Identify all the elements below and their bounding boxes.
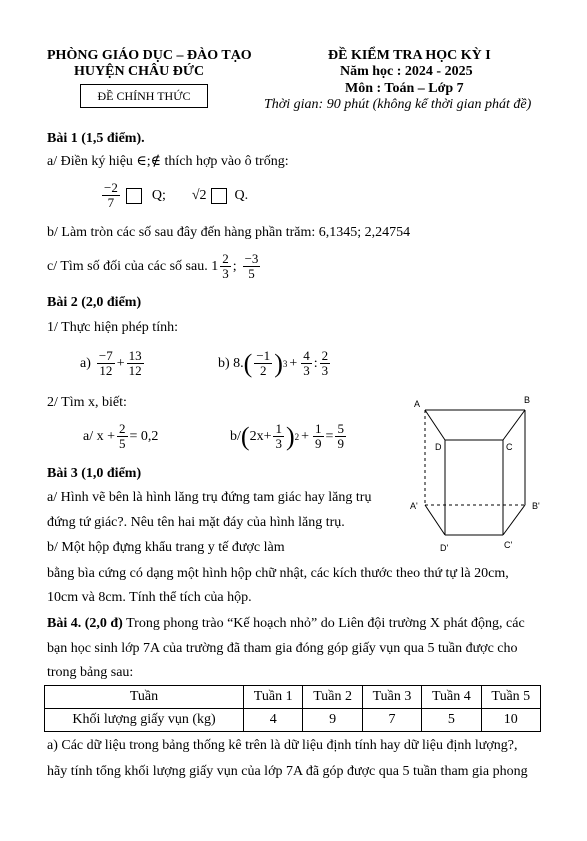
vertex-d: D	[435, 442, 442, 452]
expr: 2x+	[249, 428, 272, 444]
expr: = 0,2	[129, 428, 159, 444]
fraction: $\frac{1}{3}$	[275, 421, 282, 451]
bai2-p1: 1/ Thực hiện phép tính:	[47, 320, 178, 335]
bai1-b: b/ Làm tròn các số sau đây đến hàng phần trăm: 6,1345; 2,24754	[47, 225, 411, 240]
bai3-title: Bài 3 (1,0 điểm)	[47, 466, 142, 481]
fraction: $\frac{-7}{12}$	[98, 348, 113, 378]
table-cell: 4	[244, 709, 303, 732]
prism-drawing	[400, 395, 550, 560]
bai2-x-b: b/ ( 2x+ $\frac{1}{3}$ ) 2 + $\frac{1}{9}$ = $\frac{5}{9}$	[230, 421, 344, 451]
sqrt-two: √2	[191, 187, 207, 203]
exponent: 2	[294, 431, 300, 442]
operator: +	[301, 428, 310, 444]
bai2-b: b) 8. ( $\frac{-1}{2}$ ) 3 + $\frac{4}{3}$ : $\frac{2}{3}$	[218, 348, 329, 378]
bai2-a	[80, 349, 146, 378]
vertex-a: A	[414, 399, 421, 409]
label: a)	[80, 355, 91, 371]
operator: :	[313, 355, 318, 371]
vertex-b-prime: B'	[532, 501, 540, 511]
fraction: $\frac{-2}{7}$	[104, 180, 118, 210]
fraction: $\frac{2}{3}$	[222, 251, 229, 281]
vertex-d-prime: D'	[440, 543, 449, 553]
fraction: $\frac{2}{5}$	[119, 421, 126, 451]
table-cell: 10	[481, 709, 540, 732]
bai3-a2: đứng tứ giác?. Nêu tên hai mặt đáy của hình lăng trụ.	[47, 515, 345, 530]
official-box: ĐỀ CHÍNH THỨC	[80, 84, 208, 108]
school-year: Năm học : 2024 - 2025	[340, 64, 473, 79]
bai3-a1: a/ Hình vẽ bên là hình lăng trụ đứng tam giác hay lăng trụ	[47, 490, 372, 505]
bai1-c	[47, 252, 262, 281]
answer-box[interactable]	[126, 188, 142, 204]
table-cell: 5	[422, 709, 481, 732]
bai4-qa2: hãy tính tổng khối lượng giấy vụn của lớp 7A đã góp được qua 5 tuần tham gia phong	[47, 764, 528, 779]
bai4-intro1	[47, 616, 525, 632]
table-header-cell: Tuần 3	[362, 686, 421, 709]
set-q: Q.	[234, 187, 249, 203]
bai4-intro3: trong bảng sau:	[47, 665, 134, 680]
table-cell: 9	[303, 709, 362, 732]
bai1-title: Bài 1 (1,5 điểm).	[47, 131, 145, 146]
table-header-cell: Tuần 4	[422, 686, 481, 709]
table-header-cell: Tuần 1	[244, 686, 303, 709]
dept-line2: HUYỆN CHÂU ĐỨC	[74, 64, 205, 79]
vertex-c-prime: C'	[504, 540, 513, 550]
bai2-x-a	[83, 422, 158, 451]
operator: +	[116, 355, 125, 371]
fraction: $\frac{1}{9}$	[315, 421, 322, 451]
bai4-intro1-text: Trong phong trào “Kế hoạch nhỏ” do Liên đội trường X phát động, các	[122, 616, 525, 631]
label: b) 8.	[218, 355, 244, 371]
fraction: $\frac{-3}{5}$	[244, 251, 259, 281]
bai4-qa1: a) Các dữ liệu trong bảng thống kê trên là dữ liệu định tính hay dữ liệu định lượng?,	[47, 738, 518, 753]
set-q: Q;	[151, 187, 166, 203]
table-header-cell: Tuần	[45, 686, 244, 709]
vertex-b: B	[524, 395, 531, 405]
bai3-b3: 10cm và 8cm. Tính thể tích của hộp.	[47, 590, 252, 605]
bai2-title: Bài 2 (2,0 điểm)	[47, 295, 142, 310]
subject: Môn : Toán – Lớp 7	[345, 81, 464, 96]
bai3-b2: bằng bìa cứng có dạng một hình hộp chữ nhật, các kích thước theo thứ tự là 20cm,	[47, 566, 509, 581]
answer-box[interactable]	[211, 188, 227, 204]
prism-figure	[400, 395, 550, 560]
bai4-intro2: bạn học sinh lớp 7A của trường đã tham gia đóng góp giấy vụn qua 5 tuần được cho	[47, 641, 518, 656]
expr: a/ x +	[83, 428, 115, 444]
bai2-p2: 2/ Tìm x, biết:	[47, 395, 127, 410]
exam-title: ĐỀ KIỂM TRA HỌC KỲ I	[328, 48, 491, 63]
table-row	[45, 709, 541, 732]
table-header-cell: Tuần 5	[481, 686, 540, 709]
vertex-c: C	[506, 442, 513, 452]
fraction: $\frac{-1}{2}$	[256, 348, 271, 378]
fraction: $\frac{5}{9}$	[337, 421, 344, 451]
vertex-a-prime: A'	[410, 501, 418, 511]
dept-line1: PHÒNG GIÁO DỤC – ĐÀO TẠO	[47, 48, 252, 63]
waste-paper-table	[44, 685, 541, 732]
table-row-label: Khối lượng giấy vụn (kg)	[45, 709, 244, 732]
exponent: 3	[282, 358, 288, 369]
bai4-title: Bài 4. (2,0 đ)	[47, 616, 123, 631]
fraction: $\frac{13}{12}$	[128, 348, 142, 378]
table-header-cell: Tuần 2	[303, 686, 362, 709]
separator: ;	[232, 258, 237, 274]
bai3-b1: b/ Một hộp đựng khẩu trang y tế được làm	[47, 540, 285, 555]
operator: +	[289, 355, 298, 371]
table-header-row	[45, 686, 541, 709]
exam-time: Thời gian: 90 phút (không kể thời gian phát đề)	[264, 97, 532, 112]
fraction: $\frac{4}{3}$	[303, 348, 310, 378]
operator: =	[325, 428, 334, 444]
bai1-c-text: c/ Tìm số đối của các số sau. 1	[47, 258, 219, 274]
label: b/	[230, 428, 241, 444]
bai1-a: a/ Điền ký hiệu ∈;∉ thích hợp vào ô trống:	[47, 154, 289, 169]
fraction: $\frac{2}{3}$	[321, 348, 329, 378]
bai1-a-math	[100, 181, 248, 210]
table-cell: 7	[362, 709, 421, 732]
